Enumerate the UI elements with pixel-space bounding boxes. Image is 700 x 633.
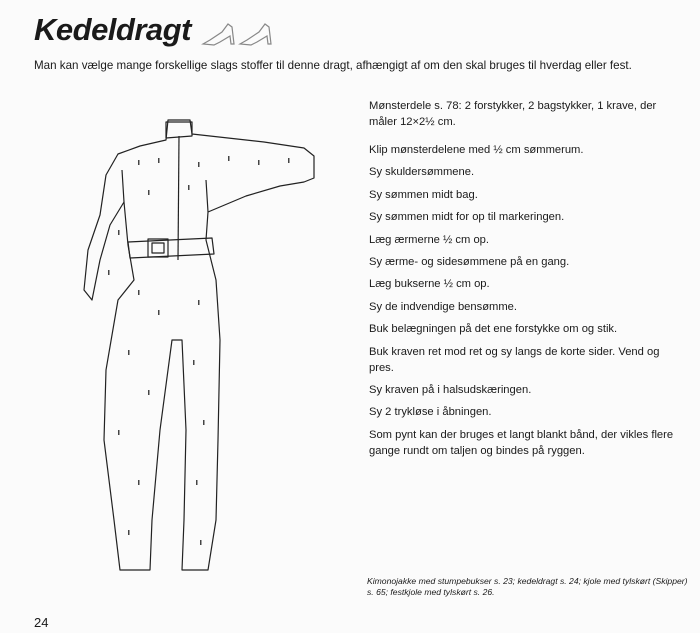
instruction-step: Sy ærme- og sidesømmene på en gang. xyxy=(369,255,570,268)
instruction-step: Som pynt kan der bruges et langt blankt bånd, der vikles flere gange rundt om taljen og bindes på ryggen. xyxy=(369,428,674,457)
instruction-step: Klip mønsterdelene med ½ cm sømmerum. xyxy=(369,144,584,156)
instruction-step: Læg ærmerne ½ cm op. xyxy=(369,233,490,246)
instruction-step: Sy de indvendige bensømme. xyxy=(369,300,518,313)
instruction-step: Læg bukserne ½ cm op. xyxy=(369,278,490,291)
instruction-step: Sy kraven på i halsudskæringen. xyxy=(369,383,532,396)
jumpsuit-illustration xyxy=(78,100,348,580)
page-title: Kedeldragt xyxy=(34,12,191,47)
page-number: 24 xyxy=(34,615,49,630)
instruction-step: Sy sømmen midt bag. xyxy=(369,188,478,201)
instruction-step: Buk kraven ret mod ret og sy langs de korte sider. Vend og pres. xyxy=(369,345,660,374)
intro-text: Man kan vælge mange forskellige slags stoffer til denne dragt, afhængigt af om den skal bruges til hverdag eller fest. xyxy=(34,59,632,72)
instruction-step: Mønsterdele s. 78: 2 forstykker, 2 bagstykker, 1 krave, der måler 12×2½ cm. xyxy=(369,100,657,128)
instruction-list xyxy=(369,98,685,465)
fabric-pattern xyxy=(108,156,290,545)
instruction-step: Sy sømmen midt for op til markeringen. xyxy=(369,211,565,224)
instruction-step: Buk belægningen på det ene forstykke om og stik. xyxy=(369,323,618,336)
shoe-icon xyxy=(200,18,280,48)
instruction-step: Sy skuldersømmene. xyxy=(369,166,475,179)
illustration-caption: Kimonojakke med stumpebukser s. 23; kedeldragt s. 24; kjole med tylskørt (Skipper) s. 65; festkjole med tylskørt s. 26. xyxy=(367,576,688,597)
instruction-step: Sy 2 trykløse i åbningen. xyxy=(369,406,492,419)
